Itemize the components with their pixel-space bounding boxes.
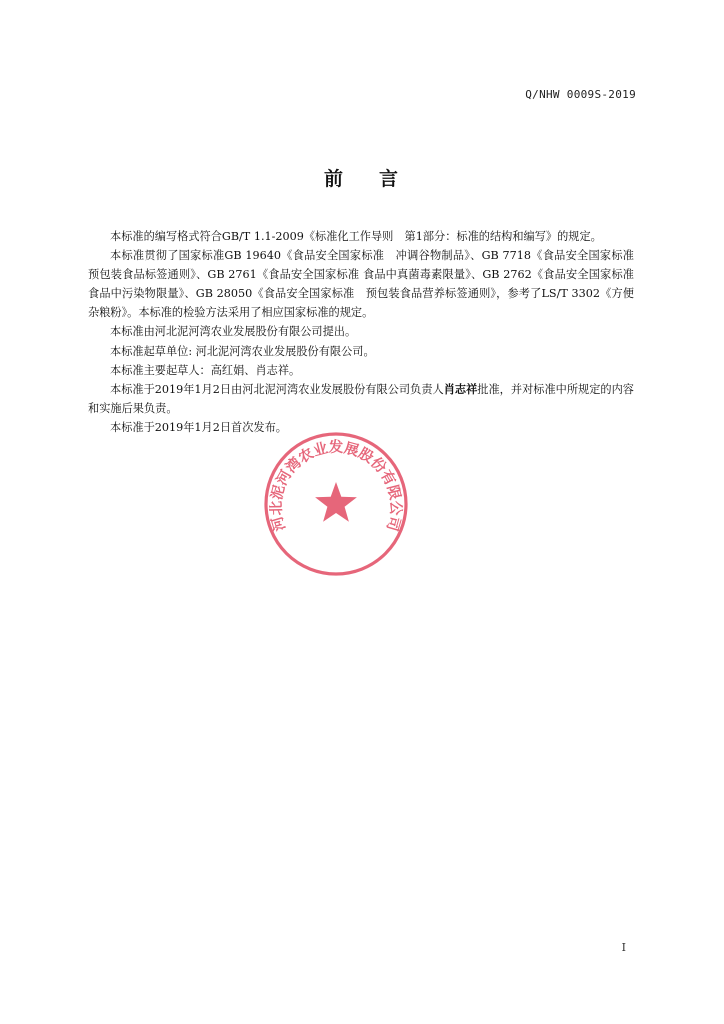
paragraph-drafters: 本标准主要起草人：高红娟、肖志祥。	[110, 363, 301, 377]
page-title	[0, 164, 724, 191]
approval-text-before: 本标准于2019年1月2日由河北泥河湾农业发展股份有限公司负责人	[110, 382, 444, 396]
paragraph-proposer: 本标准由河北泥河湾农业发展股份有限公司提出。	[110, 325, 357, 339]
paragraph-release: 本标准于2019年1月2日首次发布。	[110, 420, 287, 434]
paragraph-approval	[88, 380, 634, 418]
seal-star-icon	[315, 482, 357, 522]
approval-text-after: 批准，并对标准中所规定的内容和实施后果负责。	[88, 382, 634, 415]
document-code: Q/NHW 0009S-2019	[525, 88, 636, 101]
title-char-left: 前	[323, 168, 345, 190]
approver-name: 肖志祥	[443, 381, 478, 396]
title-char-right: 言	[379, 168, 401, 190]
paragraph-drafting-unit: 本标准起草单位: 河北泥河湾农业发展股份有限公司。	[110, 344, 375, 358]
seal-text: 河北泥河湾农业发展股份有限公司	[268, 440, 404, 533]
foreword-body	[88, 227, 646, 437]
company-seal	[262, 430, 410, 578]
page-number: I	[621, 941, 626, 954]
paragraph-standards: 本标准贯彻了国家标准GB 19640《食品安全国家标准 冲调谷物制品》、GB 7718《食品安全国家标准 预包装食品标签通则》、GB 2761《食品安全国家标准 食品中真菌毒素限量》、GB 2762《食品安全国家标准 食品中污染物限量》、GB 28050《食品安全国家标准 预包装食品营养标签通则》，参考了LS/T 3302《方便杂粮粉》。本标准的检验方法采用了相应国家标准的规定。	[88, 249, 646, 320]
paragraph-format: 本标准的编写格式符合GB/T 1.1-2009《标准化工作导则 第1部分：标准的结构和编写》的规定。	[110, 230, 602, 243]
